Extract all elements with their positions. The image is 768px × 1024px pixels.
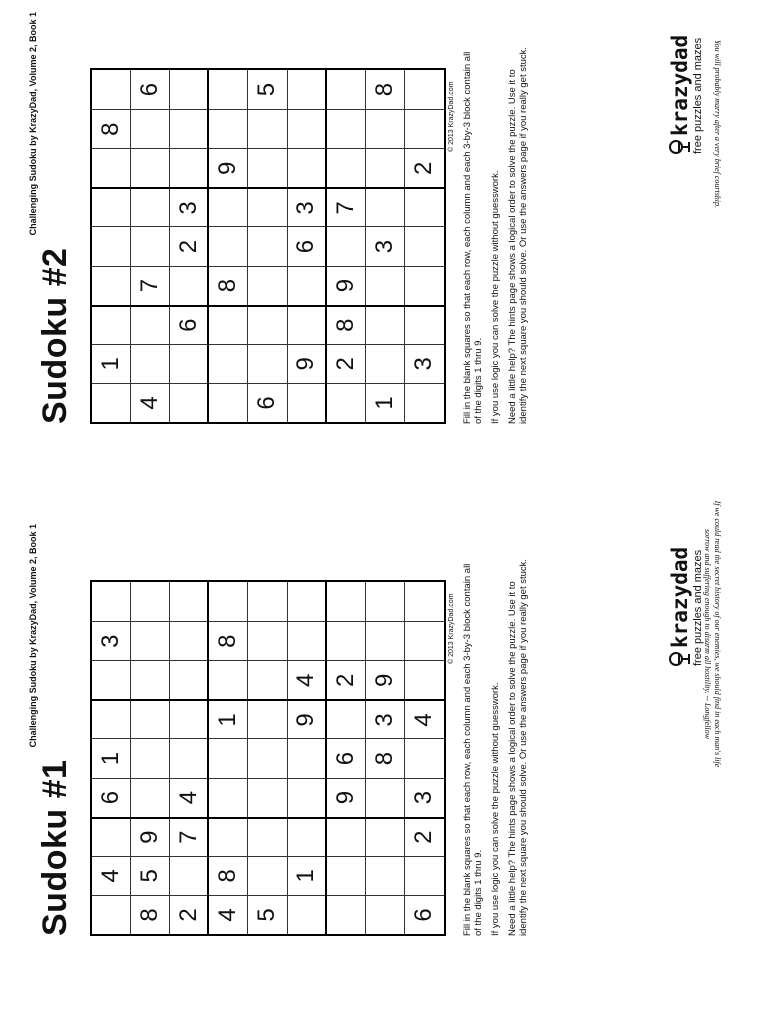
sudoku-cell[interactable] bbox=[327, 621, 366, 660]
sudoku-cell: 8 bbox=[131, 895, 170, 934]
sudoku-cell: 9 bbox=[288, 344, 327, 383]
sudoku-cell[interactable] bbox=[405, 70, 444, 109]
sudoku-cell: 2 bbox=[405, 148, 444, 187]
sudoku-cell: 1 bbox=[92, 344, 131, 383]
sudoku-cell[interactable] bbox=[131, 699, 170, 738]
sudoku-cell[interactable] bbox=[366, 266, 405, 305]
sudoku-cell: 7 bbox=[327, 187, 366, 226]
sudoku-cell[interactable] bbox=[248, 856, 287, 895]
sudoku-cell: 3 bbox=[405, 344, 444, 383]
sudoku-cell: 6 bbox=[170, 305, 209, 344]
sudoku-cell[interactable] bbox=[131, 738, 170, 777]
sudoku-cell[interactable] bbox=[170, 383, 209, 422]
sudoku-cell[interactable] bbox=[92, 817, 131, 856]
sudoku-cell: 3 bbox=[92, 621, 131, 660]
sudoku-cell[interactable] bbox=[209, 70, 248, 109]
sudoku-cell: 1 bbox=[288, 856, 327, 895]
sudoku-cell[interactable] bbox=[366, 187, 405, 226]
sudoku-cell[interactable] bbox=[288, 621, 327, 660]
krazydad-logo bbox=[668, 547, 704, 668]
sudoku-grid bbox=[90, 580, 446, 936]
sudoku-cell[interactable] bbox=[131, 778, 170, 817]
sudoku-cell[interactable] bbox=[405, 109, 444, 148]
sudoku-cell[interactable] bbox=[170, 699, 209, 738]
sudoku-cell: 5 bbox=[131, 856, 170, 895]
sudoku-cell[interactable] bbox=[248, 621, 287, 660]
logo-tagline: free puzzles and mazes bbox=[692, 549, 704, 666]
sudoku-cell[interactable] bbox=[327, 582, 366, 621]
sudoku-cell: 1 bbox=[209, 699, 248, 738]
krazydad-logo bbox=[668, 35, 704, 156]
sudoku-cell[interactable] bbox=[366, 344, 405, 383]
sudoku-cell: 9 bbox=[209, 148, 248, 187]
sudoku-cell[interactable] bbox=[131, 582, 170, 621]
sudoku-cell: 5 bbox=[248, 70, 287, 109]
sudoku-cell: 3 bbox=[405, 778, 444, 817]
instructions-p3: Need a little help? The hints page shows a logical order to solve the puzzle. Use it to identify the next square you should solve. Or use the answers page if you really get stuck. bbox=[507, 558, 529, 936]
sudoku-cell[interactable] bbox=[131, 344, 170, 383]
sudoku-cell[interactable] bbox=[366, 895, 405, 934]
sudoku-cell[interactable] bbox=[405, 305, 444, 344]
sudoku-cell: 7 bbox=[170, 817, 209, 856]
header-text: Challenging Sudoku by KrazyDad, Volume 2, Book 1 bbox=[28, 12, 38, 236]
sudoku-cell[interactable] bbox=[92, 895, 131, 934]
sudoku-cell: 5 bbox=[248, 895, 287, 934]
sudoku-cell[interactable] bbox=[327, 856, 366, 895]
sudoku-cell: 8 bbox=[366, 738, 405, 777]
sudoku-cell[interactable] bbox=[288, 70, 327, 109]
sudoku-cell: 1 bbox=[92, 738, 131, 777]
sudoku-cell: 8 bbox=[327, 305, 366, 344]
sudoku-cell[interactable] bbox=[170, 70, 209, 109]
sudoku-cell[interactable] bbox=[209, 660, 248, 699]
sudoku-cell[interactable] bbox=[170, 266, 209, 305]
sudoku-cell[interactable] bbox=[366, 778, 405, 817]
sudoku-cell[interactable] bbox=[170, 582, 209, 621]
sudoku-cell[interactable] bbox=[92, 699, 131, 738]
sudoku-cell[interactable] bbox=[131, 305, 170, 344]
sudoku-cell[interactable] bbox=[92, 660, 131, 699]
instructions-p1: Fill in the blank squares so that each row, each column and each 3-by-3 block contain all of the digits 1 thru 9. bbox=[462, 51, 484, 424]
sudoku-cell[interactable] bbox=[170, 621, 209, 660]
sudoku-cell: 3 bbox=[170, 187, 209, 226]
sudoku-cell[interactable] bbox=[366, 856, 405, 895]
sudoku-cell: 8 bbox=[209, 621, 248, 660]
sudoku-cell[interactable] bbox=[288, 817, 327, 856]
sudoku-cell[interactable] bbox=[92, 266, 131, 305]
sudoku-cell[interactable] bbox=[366, 621, 405, 660]
sudoku-cell[interactable] bbox=[248, 266, 287, 305]
quote-1: If we could read the secret history of our enemies, we should find in each man's life sorrow and suffering enough to disarm all hostility. -- Longfellow bbox=[703, 500, 722, 768]
sudoku-cell[interactable] bbox=[405, 582, 444, 621]
header-text: Challenging Sudoku by KrazyDad, Volume 2, Book 1 bbox=[28, 524, 38, 748]
sudoku-cell[interactable] bbox=[209, 817, 248, 856]
sudoku-cell[interactable] bbox=[209, 109, 248, 148]
sudoku-cell[interactable] bbox=[288, 895, 327, 934]
sudoku-cell[interactable] bbox=[288, 383, 327, 422]
sudoku-cell[interactable] bbox=[288, 305, 327, 344]
sudoku-cell[interactable] bbox=[248, 226, 287, 265]
logo-tagline: free puzzles and mazes bbox=[692, 37, 704, 154]
sudoku-cell[interactable] bbox=[327, 817, 366, 856]
sudoku-cell[interactable] bbox=[405, 226, 444, 265]
sudoku-cell[interactable] bbox=[327, 226, 366, 265]
sudoku-cell[interactable] bbox=[405, 660, 444, 699]
sudoku-cell[interactable] bbox=[248, 817, 287, 856]
sudoku-cell[interactable] bbox=[327, 895, 366, 934]
sudoku-cell[interactable] bbox=[209, 344, 248, 383]
instructions-p1: Fill in the blank squares so that each row, each column and each 3-by-3 block contain all of the digits 1 thru 9. bbox=[462, 563, 484, 936]
sudoku-cell[interactable] bbox=[170, 148, 209, 187]
sudoku-cell[interactable] bbox=[405, 383, 444, 422]
sudoku-cell[interactable] bbox=[248, 778, 287, 817]
sudoku-cell[interactable] bbox=[327, 70, 366, 109]
sudoku-cell: 6 bbox=[405, 895, 444, 934]
sudoku-cell[interactable] bbox=[131, 621, 170, 660]
sudoku-cell: 8 bbox=[366, 70, 405, 109]
krazydad-face-icon bbox=[669, 138, 691, 156]
sudoku-cell[interactable] bbox=[405, 187, 444, 226]
sudoku-cell[interactable] bbox=[248, 148, 287, 187]
sudoku-grid bbox=[90, 68, 446, 424]
sudoku-cell[interactable] bbox=[248, 582, 287, 621]
sudoku-cell: 4 bbox=[170, 778, 209, 817]
sudoku-cell[interactable] bbox=[405, 856, 444, 895]
sudoku-cell: 8 bbox=[92, 109, 131, 148]
sudoku-cell: 9 bbox=[131, 817, 170, 856]
sudoku-cell[interactable] bbox=[405, 266, 444, 305]
logo-word: krazydad bbox=[668, 34, 692, 136]
puzzle-title: Sudoku #1 bbox=[36, 759, 74, 936]
sudoku-cell[interactable] bbox=[209, 305, 248, 344]
sudoku-cell[interactable] bbox=[170, 344, 209, 383]
sudoku-cell[interactable] bbox=[92, 148, 131, 187]
sudoku-cell[interactable] bbox=[366, 305, 405, 344]
sudoku-cell[interactable] bbox=[92, 226, 131, 265]
sudoku-cell[interactable] bbox=[170, 660, 209, 699]
sudoku-cell: 2 bbox=[405, 817, 444, 856]
sudoku-cell: 8 bbox=[209, 266, 248, 305]
sudoku-cell[interactable] bbox=[170, 109, 209, 148]
sudoku-cell[interactable] bbox=[248, 187, 287, 226]
sudoku-cell[interactable] bbox=[288, 778, 327, 817]
sudoku-cell[interactable] bbox=[248, 109, 287, 148]
sudoku-cell[interactable] bbox=[288, 266, 327, 305]
copyright: © 2013 KrazyDad.com bbox=[448, 593, 455, 664]
sudoku-cell: 6 bbox=[327, 738, 366, 777]
sudoku-cell: 3 bbox=[366, 226, 405, 265]
sudoku-cell[interactable] bbox=[92, 383, 131, 422]
puzzle-title: Sudoku #2 bbox=[36, 247, 74, 424]
sudoku-cell: 7 bbox=[131, 266, 170, 305]
sudoku-cell[interactable] bbox=[131, 226, 170, 265]
sudoku-cell[interactable] bbox=[248, 305, 287, 344]
sudoku-cell[interactable] bbox=[92, 305, 131, 344]
sudoku-cell[interactable] bbox=[327, 148, 366, 187]
sudoku-cell[interactable] bbox=[288, 582, 327, 621]
sudoku-cell[interactable] bbox=[131, 660, 170, 699]
sudoku-cell[interactable] bbox=[288, 109, 327, 148]
sudoku-cell[interactable] bbox=[170, 856, 209, 895]
sudoku-cell: 4 bbox=[92, 856, 131, 895]
logo-word: krazydad bbox=[668, 546, 692, 648]
sudoku-cell: 2 bbox=[170, 895, 209, 934]
sudoku-cell[interactable] bbox=[405, 621, 444, 660]
sudoku-cell[interactable] bbox=[248, 660, 287, 699]
sudoku-cell: 4 bbox=[131, 383, 170, 422]
sudoku-cell: 9 bbox=[327, 266, 366, 305]
puzzle-panel-1 bbox=[0, 512, 768, 1024]
sudoku-cell[interactable] bbox=[327, 699, 366, 738]
sudoku-cell[interactable] bbox=[209, 738, 248, 777]
quote-2: You will probably marry after a very brief courtship. bbox=[713, 39, 722, 209]
sudoku-cell: 3 bbox=[366, 699, 405, 738]
krazydad-face-icon bbox=[669, 650, 691, 668]
sudoku-cell[interactable] bbox=[288, 148, 327, 187]
sudoku-cell[interactable] bbox=[209, 187, 248, 226]
copyright: © 2013 KrazyDad.com bbox=[448, 81, 455, 152]
sudoku-cell[interactable] bbox=[366, 109, 405, 148]
sudoku-cell: 8 bbox=[209, 856, 248, 895]
sudoku-cell: 1 bbox=[366, 383, 405, 422]
sudoku-cell: 9 bbox=[288, 699, 327, 738]
sudoku-cell: 6 bbox=[131, 70, 170, 109]
sudoku-cell[interactable] bbox=[131, 187, 170, 226]
sudoku-cell[interactable] bbox=[209, 582, 248, 621]
sudoku-cell[interactable] bbox=[209, 226, 248, 265]
sudoku-cell[interactable] bbox=[248, 699, 287, 738]
instructions-p2: If you use logic you can solve the puzzle without guesswork. bbox=[490, 170, 501, 424]
sudoku-cell[interactable] bbox=[131, 109, 170, 148]
sudoku-cell: 6 bbox=[288, 226, 327, 265]
sudoku-cell: 6 bbox=[248, 383, 287, 422]
sudoku-cell[interactable] bbox=[131, 148, 170, 187]
sudoku-cell[interactable] bbox=[288, 738, 327, 777]
sudoku-cell: 3 bbox=[288, 187, 327, 226]
sudoku-cell: 2 bbox=[170, 226, 209, 265]
sudoku-cell[interactable] bbox=[248, 738, 287, 777]
sudoku-cell: 4 bbox=[209, 895, 248, 934]
sudoku-cell[interactable] bbox=[366, 148, 405, 187]
sudoku-cell[interactable] bbox=[92, 582, 131, 621]
sudoku-cell[interactable] bbox=[209, 778, 248, 817]
sudoku-cell[interactable] bbox=[92, 70, 131, 109]
instructions-p2: If you use logic you can solve the puzzle without guesswork. bbox=[490, 682, 501, 936]
sudoku-cell[interactable] bbox=[366, 817, 405, 856]
sudoku-cell[interactable] bbox=[327, 383, 366, 422]
sudoku-cell: 4 bbox=[288, 660, 327, 699]
sudoku-cell[interactable] bbox=[170, 738, 209, 777]
instructions bbox=[462, 556, 535, 936]
sudoku-cell[interactable] bbox=[327, 109, 366, 148]
sudoku-cell[interactable] bbox=[248, 344, 287, 383]
sudoku-cell[interactable] bbox=[209, 383, 248, 422]
sudoku-cell: 4 bbox=[405, 699, 444, 738]
sudoku-cell: 2 bbox=[327, 660, 366, 699]
sudoku-cell[interactable] bbox=[366, 582, 405, 621]
sudoku-cell: 9 bbox=[366, 660, 405, 699]
instructions-p3: Need a little help? The hints page shows a logical order to solve the puzzle. Use it to identify the next square you should solve. Or use the answers page if you really get stuck. bbox=[507, 46, 529, 424]
sudoku-cell: 9 bbox=[327, 778, 366, 817]
sudoku-cell: 2 bbox=[327, 344, 366, 383]
sudoku-cell[interactable] bbox=[92, 187, 131, 226]
instructions bbox=[462, 44, 535, 424]
sudoku-cell[interactable] bbox=[405, 738, 444, 777]
sudoku-cell: 6 bbox=[92, 778, 131, 817]
